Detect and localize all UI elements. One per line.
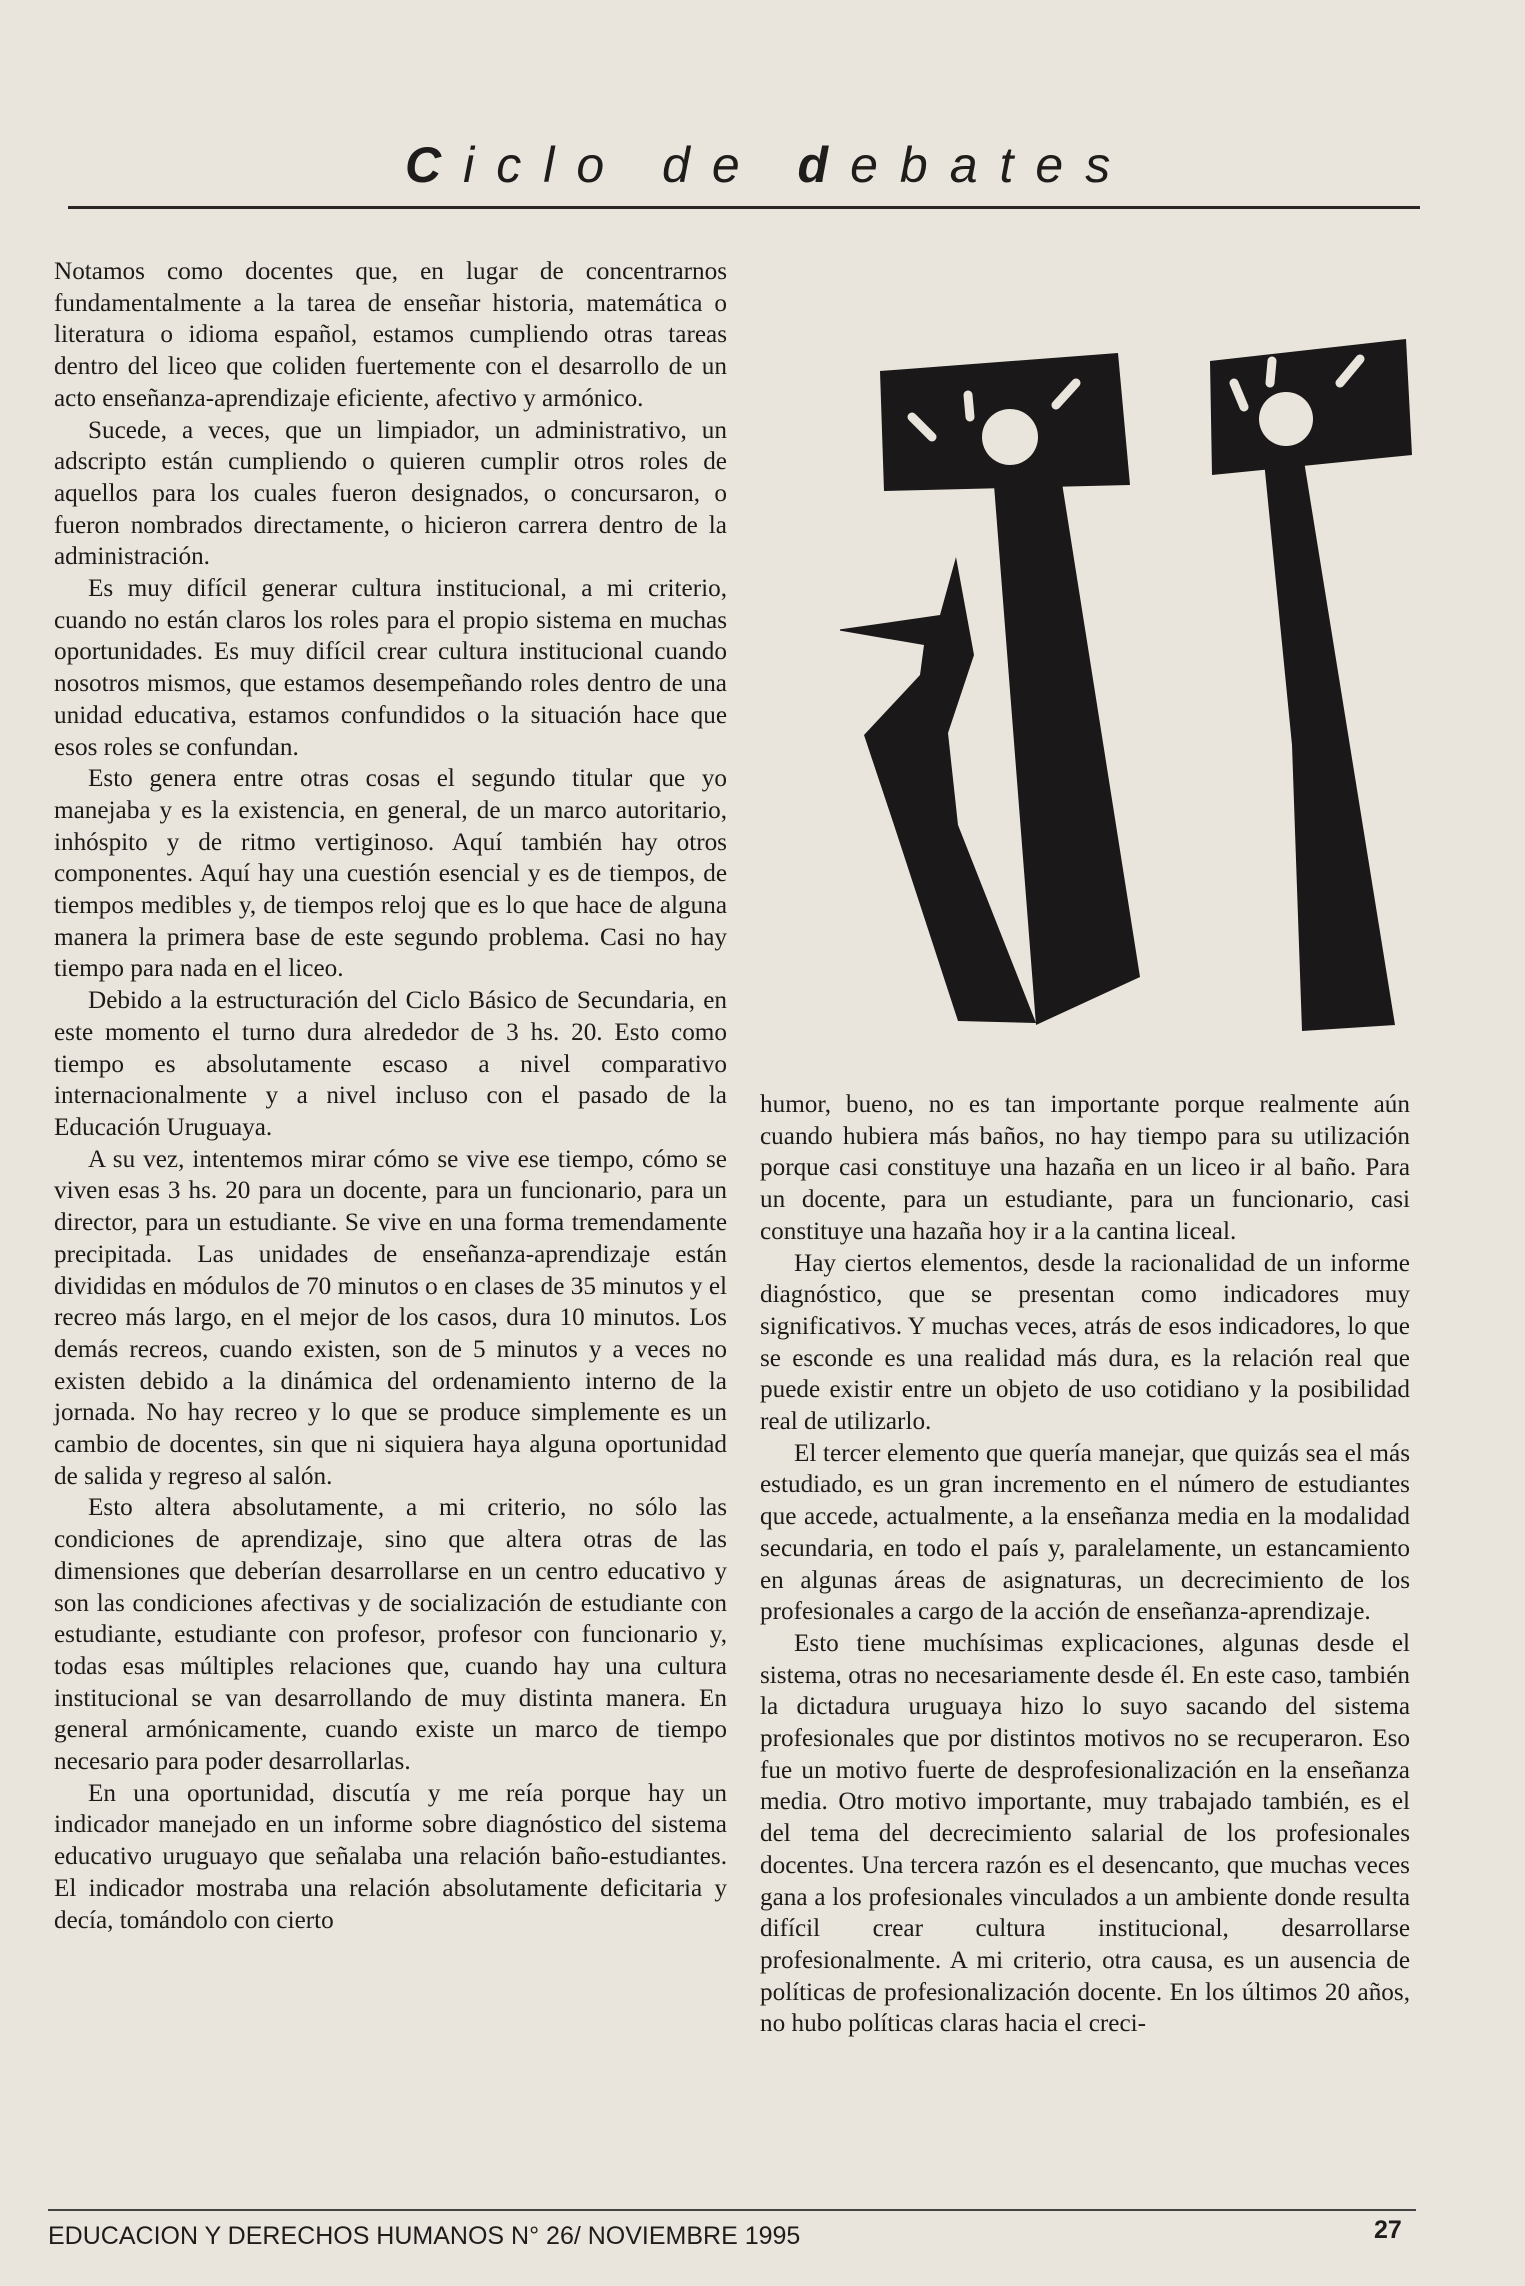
- left-figure-body: [994, 483, 1140, 1025]
- right-figure-eye: [1259, 392, 1313, 446]
- paragraph: Esto tiene muchísimas explicaciones, algunas desde el sistema, otras no necesariamente desde él. En este caso, también la dictadura uruguaya hizo lo suyo sacando del sistema profesionales que por distintos motivos no se recuperaron. Eso fue un motivo fuerte de desprofesionalización en la enseñanza media. Otro motivo importante, muy trabajado también, es el del tema del decrecimiento salarial de los profesionales docentes. Una tercera razón es el desencanto, que muchas veces gana a los profesionales vinculados a un ambiente donde resulta difícil crear cultura institucional, desarrollarse profesionalmente. A mi criterio, otra causa, es un ausencia de políticas de profesionalización docente. En los últimos 20 años, no hubo políticas claras hacia el creci-: [760, 1629, 1410, 2038]
- right-figure-mark: [1270, 361, 1272, 383]
- paragraph: humor, bueno, no es tan importante porque realmente aún cuando hubiera más baños, no hay tiempo para su utilización porque casi constituye una hazaña en un liceo ir al baño. Para un docente, para un estudiante, para un funcionario, casi constituye una hazaña hoy ir a la cantina liceal.: [760, 1091, 1410, 1245]
- left-figure-eye: [982, 409, 1038, 465]
- paragraph: Es muy difícil generar cultura institucional, a mi criterio, cuando no están claros los roles para el propio sistema en muchas oportunidades. Es muy difícil crear cultura institucional cuando nosotros mismos, que estamos desempeñando roles dentro de una unidad educativa, estamos confundidos o la situación hace que esos roles se confundan.: [54, 575, 727, 761]
- paragraph: Debido a la estructuración del Ciclo Básico de Secundaria, en este momento el turno dura alrededor de 3 hs. 20. Esto como tiempo es absolutamente escaso a nivel comparativo internacionalmente y a nivel incluso con el pasado de la Educación Uruguaya.: [54, 987, 727, 1141]
- title-initial-d: d: [797, 137, 851, 193]
- paragraph: Sucede, a veces, que un limpiador, un administrativo, un adscripto están cumpliendo o quieren cumplir otros roles de aquellos para los cuales fueron designados, o concursaron, o fueron nombrados directamente, o hicieron carrera dentro de la administración.: [54, 416, 727, 571]
- section-title: [405, 136, 1132, 194]
- paragraph: El tercer elemento que quería manejar, que quizás sea el más estudiado, es un gran incremento en el número de estudiantes que accede, actualmente, a la enseñanza media en la modalidad secundaria, en todo el país y, paralelamente, un estancamiento en algunas áreas de asignaturas, un decrecimiento de los profesionales a cargo de la acción de enseñanza-aprendizaje.: [760, 1439, 1410, 1626]
- paragraph: Hay ciertos elementos, desde la racionalidad de un informe diagnóstico, que se presentan como indicadores muy significativos. Y muchas veces, atrás de esos indicadores, lo que se esconde es una realidad más dura, es la relación real que puede existir entre un objeto de uso cotidiano y la posibilidad real de utilizarlo.: [760, 1249, 1410, 1436]
- paragraph: A su vez, intentemos mirar cómo se vive ese tiempo, cómo se viven esas 3 hs. 20 para un docente, para un funcionario, para un director, para un estudiante. Se vive en una forma tremendamente precipitada. Las unidades de enseñanza-aprendizaje están divididas en módulos de 70 minutos o en clases de 35 minutos y el recreo más largo, en el mejor de los casos, dura 10 minutos. Los demás recreos, cuando existen, son de 5 minutos y a veces no existen debido a la dinámica del ordenamiento interno de la jornada. No hay recreo y lo que se produce simplemente es un cambio de docentes, sin que ni siquiera haya alguna oportunidad de salida y regreso al salón.: [54, 1145, 727, 1490]
- footer-divider: [48, 2209, 1416, 2211]
- title-part-2: ebates: [850, 137, 1133, 193]
- title-part-1: iclo de: [463, 137, 798, 193]
- right-text-column: [760, 1089, 1410, 2040]
- paragraph: Esto altera absolutamente, a mi criterio, no sólo las condiciones de aprendizaje, sino que altera otras de las dimensiones que deberían desarrollarse en un centro educativo y son las condiciones afectivas y de socialización de estudiante con estudiante, estudiante con profesor, profesor con funcionario y, todas esas múltiples relaciones que, cuando hay una cultura institucional se van desarrollando de muy distinta manera. En general armónicamente, cuando existe un marco de tiempo necesario para poder desarrollarlas.: [54, 1494, 727, 1776]
- left-figure-mark: [968, 395, 970, 417]
- paragraph: Notamos como docentes que, en lugar de concentrarnos fundamentalmente a la tarea de enseñar historia, matemática o literatura o idioma español, estamos cumpliendo otras tareas dentro del liceo que coliden fuertemente con el desarrollo de un acto enseñanza-aprendizaje eficiente, afectivo y armónico.: [54, 258, 727, 412]
- publication-info: EDUCACION Y DERECHOS HUMANOS N° 26/ NOVIEMBRE 1995: [48, 2222, 801, 2250]
- right-figure-body: [1264, 461, 1395, 1031]
- paragraph: En una oportunidad, discutía y me reía porque hay un indicador manejado en un informe sobre diagnóstico del sistema educativo uruguayo que señalaba una relación baño-estudiantes. El indicador mostraba una relación absolutamente deficitaria y decía, tomándolo con cierto: [54, 1779, 727, 1934]
- abstract-figures-illustration: [840, 325, 1420, 1050]
- page-number: 27: [1374, 2216, 1402, 2244]
- title-initial-c: C: [405, 137, 464, 193]
- left-text-column: [54, 256, 727, 1936]
- paragraph: Esto genera entre otras cosas el segundo titular que yo manejaba y es la existencia, en general, de un marco autoritario, inhóspito y de ritmo vertiginoso. Aquí también hay otros componentes. Aquí hay una cuestión esencial y es de tiempos, de tiempos medibles y, de tiempos reloj que es lo que hace de alguna manera la primera base de este segundo problema. Casi no hay tiempo para nada en el liceo.: [54, 765, 727, 983]
- header-divider: [68, 206, 1420, 209]
